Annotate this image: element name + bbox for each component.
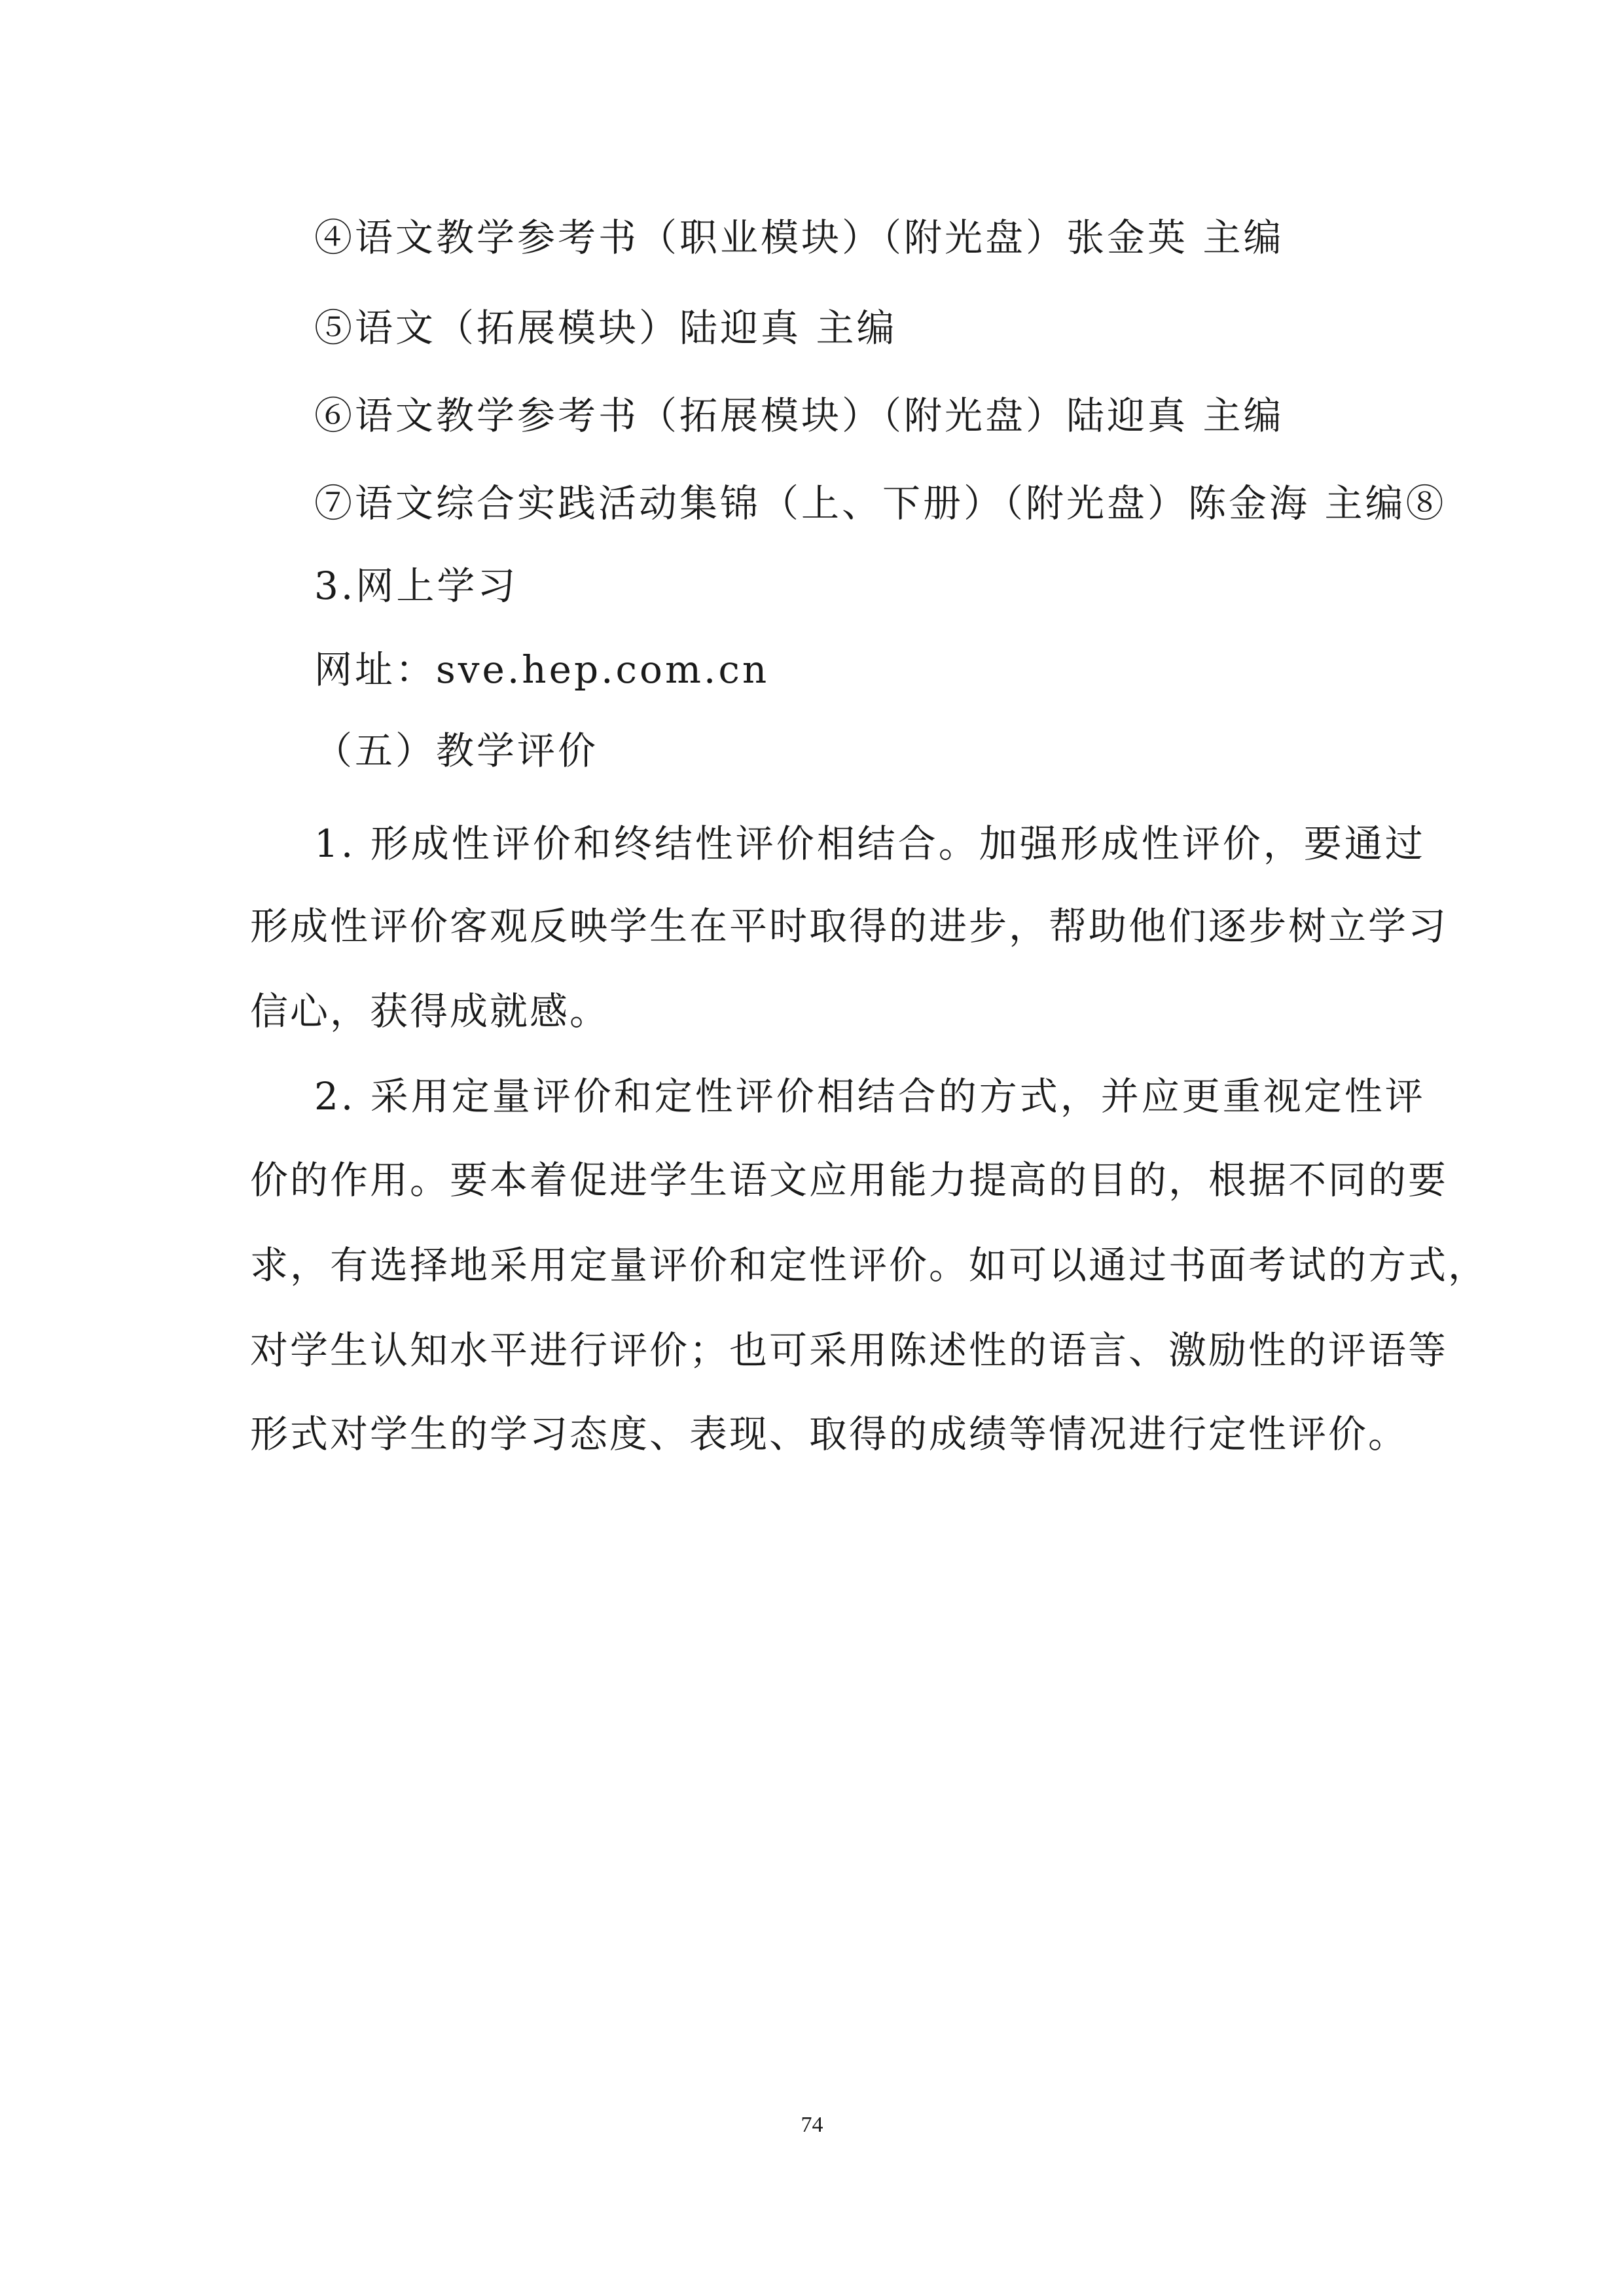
page-number: 74 [801, 2113, 823, 2137]
online-learning-heading: 3.网上学习 [314, 564, 518, 608]
section-heading: （五）教学评价 [314, 728, 599, 773]
paragraph-2-line-1: 2. 采用定量评价和定性评价相结合的方式，并应更重视定性评 [314, 1074, 1426, 1119]
material-item-6: ⑥语文教学参考书（拓展模块）（附光盘）陆迎真 主编 [314, 393, 1284, 438]
material-item-7: ⑦语文综合实践活动集锦（上、下册）（附光盘）陈金海 主编⑧ [314, 481, 1447, 526]
paragraph-2-line-3: 求，有选择地采用定量评价和定性评价。如可以通过书面考试的方式， [250, 1243, 1489, 1287]
material-item-4: ④语文教学参考书（职业模块）（附光盘）张金英 主编 [314, 215, 1284, 260]
paragraph-2-line-2: 价的作用。要本着促进学生语文应用能力提高的目的，根据不同的要 [250, 1158, 1449, 1202]
online-url: 网址：sve.hep.com.cn [314, 647, 770, 692]
paragraph-1-line-3: 信心，获得成就感。 [250, 989, 610, 1033]
paragraph-2-line-5: 形式对学生的学习态度、表现、取得的成绩等情况进行定性评价。 [250, 1412, 1409, 1456]
paragraph-2-line-4: 对学生认知水平进行评价；也可采用陈述性的语言、激励性的评语等 [250, 1328, 1449, 1372]
paragraph-1-line-2: 形成性评价客观反映学生在平时取得的进步，帮助他们逐步树立学习 [250, 904, 1449, 948]
paragraph-1-line-1: 1. 形成性评价和终结性评价相结合。加强形成性评价，要通过 [314, 821, 1426, 866]
material-item-5: ⑤语文（拓展模块）陆迎真 主编 [314, 306, 897, 350]
